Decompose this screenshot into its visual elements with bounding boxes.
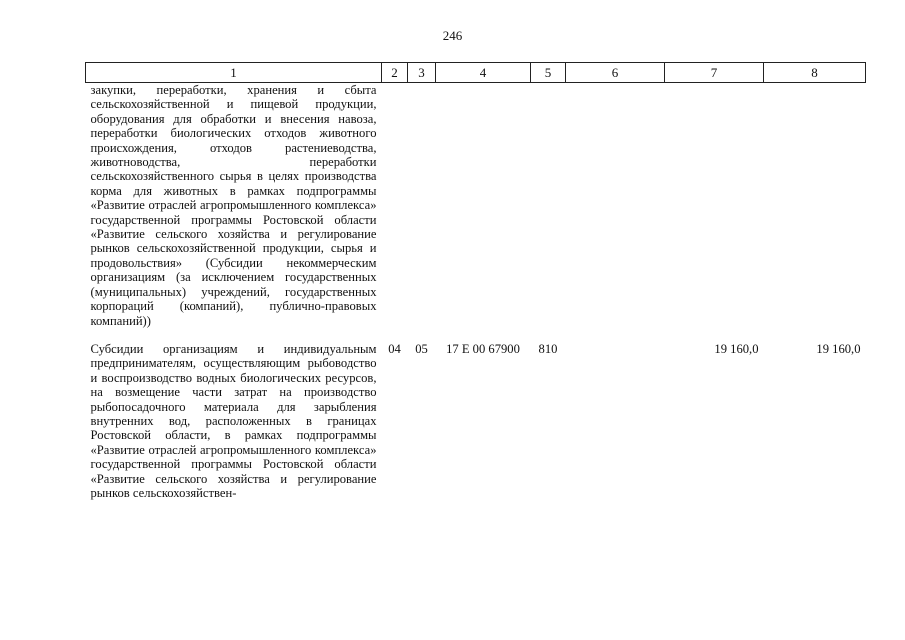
column-header: 8	[764, 63, 866, 83]
column-header: 5	[531, 63, 566, 83]
cell-section	[382, 83, 408, 342]
row-description-text: закупки, переработки, хранения и сбыта сельскохозяйственной и пищевой продукции, оборудования для обработки и внесения навоза, переработки биологических отходов животного происхождения, отходов растениеводства, животноводства, переработки сельскохозяйственного сырья в целях производства корма для животных в рамках подпрограммы «Развитие отраслей агропромышленного комплекса» государственной программы Ростовской области «Развитие сельского хозяйства и регулирование рынков сельскохозяйственной продукции, сырья и продовольствия» (Субсидии некоммерческим организациям (за исключением государственных (муниципальных) учреждений, государственных корпораций (компаний), публично-правовых компаний))	[90, 83, 377, 328]
cell-col7	[665, 83, 764, 342]
column-header: 1	[86, 63, 382, 83]
row-description	[86, 342, 382, 500]
cell-col8	[764, 83, 866, 342]
table-header-row	[86, 63, 866, 83]
column-header: 3	[408, 63, 436, 83]
cell-expense-type	[531, 83, 566, 342]
cell-col6	[566, 83, 665, 342]
cell-subsection: 05	[415, 341, 428, 356]
cell-col8: 19 160,0	[816, 341, 861, 356]
budget-table	[85, 62, 866, 500]
table-row	[86, 342, 866, 500]
row-description-text: Субсидии организациям и индивидуальным предпринимателям, осуществляющим рыбоводство и воспроизводство водных биологических ресурсов, на возмещение части затрат на производство рыбопосадочного материала для зарыбления внутренних вод, расположенных в границах Ростовской области, в рамках подпрограммы «Развитие отраслей агропромышленного комплекса» государственной программы Ростовской области «Развитие сельского хозяйства и регулирование рынков сельскохозяйствен-	[90, 341, 377, 500]
row-description	[86, 83, 382, 342]
column-header: 6	[566, 63, 665, 83]
cell-col7: 19 160,0	[714, 341, 759, 356]
cell-target-article: 17 Е 00 67900	[446, 341, 520, 356]
table-row	[86, 83, 866, 342]
page-number: 246	[442, 28, 463, 43]
column-header: 2	[382, 63, 408, 83]
cell-expense-type: 810	[538, 341, 558, 356]
cell-target-article	[436, 83, 531, 342]
column-header: 7	[665, 63, 764, 83]
cell-section: 04	[388, 341, 401, 356]
cell-col6	[566, 342, 665, 500]
column-header: 4	[436, 63, 531, 83]
cell-subsection	[408, 83, 436, 342]
